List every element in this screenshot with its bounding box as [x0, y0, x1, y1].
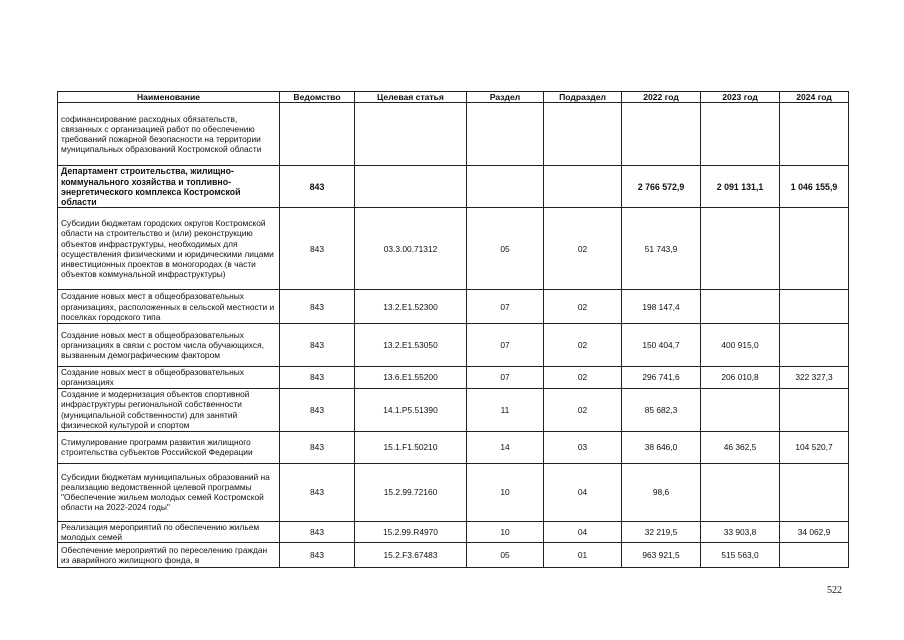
cell-target-article: 15.2.99.72160 [355, 463, 467, 521]
cell-target-article [355, 166, 467, 208]
cell-subsection [544, 103, 622, 166]
header-2024: 2024 год [780, 92, 849, 103]
cell-department [280, 103, 355, 166]
cell-department: 843 [280, 367, 355, 388]
cell-section: 07 [467, 324, 544, 367]
cell-target-article [355, 103, 467, 166]
cell-target-article: 13.6.E1.55200 [355, 367, 467, 388]
cell-target-article: 15.1.F1.50210 [355, 431, 467, 463]
header-target-article: Целевая статья [355, 92, 467, 103]
cell-2024 [780, 208, 849, 290]
table-row [58, 290, 849, 324]
cell-name: Создание и модернизация объектов спортивной инфраструктуры региональной собственности (муниципальной собственности) для занятий физической культурой и спортом [58, 388, 280, 431]
cell-2023: 46 362,5 [701, 431, 780, 463]
cell-subsection: 02 [544, 324, 622, 367]
cell-subsection: 02 [544, 208, 622, 290]
cell-department: 843 [280, 208, 355, 290]
cell-2024 [780, 103, 849, 166]
cell-section: 14 [467, 431, 544, 463]
cell-2023 [701, 290, 780, 324]
cell-2024 [780, 324, 849, 367]
cell-subsection: 04 [544, 463, 622, 521]
table-row [58, 324, 849, 367]
cell-section [467, 166, 544, 208]
cell-department: 843 [280, 388, 355, 431]
cell-2024 [780, 388, 849, 431]
cell-name: софинансирование расходных обязательств, связанных с организацией работ по обеспечению требований пожарной безопасности на территории муниципальных образований Костромской области [58, 103, 280, 166]
cell-2023 [701, 388, 780, 431]
cell-section: 07 [467, 290, 544, 324]
cell-name: Субсидии бюджетам муниципальных образований на реализацию ведомственной целевой программы "Обеспечение жильем молодых семей Костромской области на 2022-2024 годы" [58, 463, 280, 521]
cell-2023 [701, 208, 780, 290]
cell-target-article: 14.1.P5.51390 [355, 388, 467, 431]
cell-2023: 515 563,0 [701, 543, 780, 568]
header-section: Раздел [467, 92, 544, 103]
cell-target-article: 13.2.E1.52300 [355, 290, 467, 324]
cell-2022 [622, 103, 701, 166]
cell-department: 843 [280, 431, 355, 463]
cell-2023: 33 903,8 [701, 521, 780, 542]
header-department: Ведомство [280, 92, 355, 103]
cell-department: 843 [280, 521, 355, 542]
table-row [58, 388, 849, 431]
cell-2023: 206 010,8 [701, 367, 780, 388]
cell-department: 843 [280, 463, 355, 521]
cell-department: 843 [280, 166, 355, 208]
cell-2024 [780, 463, 849, 521]
cell-2023: 400 915,0 [701, 324, 780, 367]
cell-2024: 104 520,7 [780, 431, 849, 463]
cell-name: Субсидии бюджетам городских округов Костромской области на строительство и (или) реконструкцию объектов инфраструктуры, необходимых для осуществления физическими и юридическими лицами инвестиционных проектов в моногородах (в части объектов коммунальной инфраструктуры) [58, 208, 280, 290]
table-row [58, 166, 849, 208]
cell-2023 [701, 463, 780, 521]
cell-2024 [780, 290, 849, 324]
cell-name: Создание новых мест в общеобразовательных организациях, расположенных в сельской местности и поселках городского типа [58, 290, 280, 324]
table-row [58, 521, 849, 542]
cell-name: Создание новых мест в общеобразовательных организациях [58, 367, 280, 388]
cell-subsection: 02 [544, 367, 622, 388]
page-number: 522 [827, 585, 842, 596]
table-row [58, 463, 849, 521]
cell-subsection [544, 166, 622, 208]
table-row [58, 367, 849, 388]
table-row [58, 103, 849, 166]
table-row [58, 543, 849, 568]
cell-2024: 322 327,3 [780, 367, 849, 388]
cell-section: 10 [467, 463, 544, 521]
header-2022: 2022 год [622, 92, 701, 103]
cell-2022: 51 743,9 [622, 208, 701, 290]
cell-department: 843 [280, 324, 355, 367]
cell-section: 10 [467, 521, 544, 542]
cell-subsection: 02 [544, 290, 622, 324]
cell-2022: 32 219,5 [622, 521, 701, 542]
cell-target-article: 13.2.E1.53050 [355, 324, 467, 367]
cell-name: Создание новых мест в общеобразовательных организациях в связи с ростом числа обучающихся, вызванным демографическим фактором [58, 324, 280, 367]
cell-target-article: 15.2.99.R4970 [355, 521, 467, 542]
cell-subsection: 01 [544, 543, 622, 568]
cell-2022: 150 404,7 [622, 324, 701, 367]
cell-name: Обеспечение мероприятий по переселению граждан из аварийного жилищного фонда, в [58, 543, 280, 568]
cell-2024: 34 062,9 [780, 521, 849, 542]
cell-target-article: 15.2.F3.67483 [355, 543, 467, 568]
cell-department: 843 [280, 290, 355, 324]
cell-2024 [780, 543, 849, 568]
cell-2022: 963 921,5 [622, 543, 701, 568]
cell-subsection: 03 [544, 431, 622, 463]
budget-table [57, 91, 849, 568]
cell-section: 07 [467, 367, 544, 388]
cell-subsection: 04 [544, 521, 622, 542]
cell-2022: 198 147,4 [622, 290, 701, 324]
cell-department: 843 [280, 543, 355, 568]
cell-section: 05 [467, 208, 544, 290]
cell-2022: 98,6 [622, 463, 701, 521]
cell-2022: 296 741,6 [622, 367, 701, 388]
cell-2024: 1 046 155,9 [780, 166, 849, 208]
table-row [58, 208, 849, 290]
cell-name: Реализация мероприятий по обеспечению жильем молодых семей [58, 521, 280, 542]
cell-section [467, 103, 544, 166]
header-2023: 2023 год [701, 92, 780, 103]
header-row [58, 92, 849, 103]
cell-section: 11 [467, 388, 544, 431]
cell-section: 05 [467, 543, 544, 568]
header-subsection: Подраздел [544, 92, 622, 103]
header-name: Наименование [58, 92, 280, 103]
cell-2022: 38 646,0 [622, 431, 701, 463]
cell-2022: 85 682,3 [622, 388, 701, 431]
cell-subsection: 02 [544, 388, 622, 431]
cell-2023 [701, 103, 780, 166]
budget-table-container [57, 91, 849, 568]
cell-name: Стимулирование программ развития жилищного строительства субъектов Российской Федерации [58, 431, 280, 463]
cell-target-article: 03.3.00.71312 [355, 208, 467, 290]
cell-2022: 2 766 572,9 [622, 166, 701, 208]
cell-name: Департамент строительства, жилищно-коммунального хозяйства и топливно-энергетического комплекса Костромской области [58, 166, 280, 208]
cell-2023: 2 091 131,1 [701, 166, 780, 208]
table-row [58, 431, 849, 463]
